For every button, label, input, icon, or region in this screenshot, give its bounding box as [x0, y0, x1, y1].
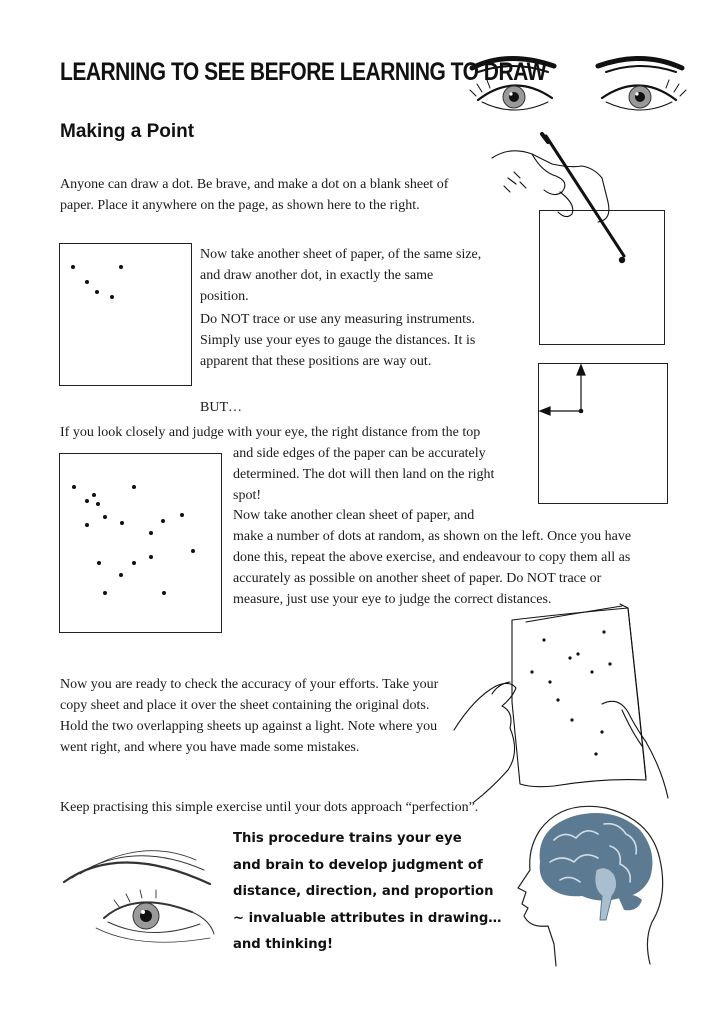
sheet-dot — [120, 521, 124, 525]
hand-drawing-illustration — [490, 132, 630, 266]
sheet-dot — [97, 561, 101, 565]
head-brain-illustration — [500, 800, 670, 970]
closing-line: ~ invaluable attributes in drawing… — [233, 910, 502, 926]
but-text: BUT… — [200, 400, 242, 415]
page-title: LEARNING TO SEE BEFORE LEARNING TO DRAW — [60, 58, 546, 86]
sheet-dot — [161, 519, 165, 523]
eyes-illustration — [468, 52, 688, 122]
judge-eye-rest: and side edges of the paper can be accurately determined. The dot will then land on the right spot! — [233, 446, 495, 503]
closing-line: and thinking! — [233, 937, 334, 952]
clean-sheet-lead: Now take another clean sheet of paper, and — [233, 508, 475, 523]
second-sheet-paragraph: Now take another sheet of paper, of the same size, and draw another dot, in exactly the same position. — [200, 247, 482, 304]
sheet-dot — [132, 485, 136, 489]
sheet-dot — [119, 573, 123, 577]
side-eye-illustration — [60, 838, 220, 952]
hands-holding-sheets-illustration — [452, 602, 672, 802]
sheet-dot — [191, 549, 195, 553]
intro-paragraph: Anyone can draw a dot. Be brave, and make a dot on a blank sheet of paper. Place it anywhere on the page, as shown here to the right. — [60, 177, 449, 213]
sheet-dot — [85, 280, 89, 284]
closing-statement — [233, 826, 501, 959]
sheet-dot — [85, 499, 89, 503]
closing-line: and brain to develop judgment of — [233, 857, 483, 873]
sheet-dot — [92, 493, 96, 497]
distance-arrows — [538, 363, 668, 503]
sheet-dot — [103, 515, 107, 519]
keep-practising-paragraph: Keep practising this simple exercise until your dots approach “perfection”. — [60, 800, 479, 815]
sheet-dot — [71, 265, 75, 269]
random-dots-sheet — [59, 453, 222, 633]
sheet-dot — [149, 555, 153, 559]
closing-line: This procedure trains your eye — [233, 831, 462, 846]
closing-line: distance, direction, and proportion — [233, 884, 494, 899]
sheet-dot — [180, 513, 184, 517]
check-accuracy-paragraph: Now you are ready to check the accuracy of your efforts. Take your copy sheet and place it over the sheet containing the original dots. Hold the two overlapping sheets up against a light. Note where you went right, and where you have made some mistakes. — [60, 677, 439, 755]
no-tracing-paragraph: Do NOT trace or use any measuring instruments. Simply use your eyes to gauge the distances. It is apparent that these positions are way out. — [200, 312, 476, 369]
sheet-dot — [95, 290, 99, 294]
sheet-dot — [110, 295, 114, 299]
judge-eye-line1: If you look closely and judge with your eye, the right distance from the top — [60, 425, 481, 440]
sheet-dot — [103, 591, 107, 595]
sheet-dot — [72, 485, 76, 489]
sheet-dot — [119, 265, 123, 269]
five-dot-sheet — [59, 243, 192, 386]
section-subtitle: Making a Point — [60, 121, 195, 142]
random-dots-paragraph: make a number of dots at random, as shown on the left. Once you have done this, repeat the above exercise, and endeavour to copy them all as accurately as possible on another sheet of paper. Do NOT trace or measure, just use your eye to judge the correct distances. — [233, 529, 632, 607]
sheet-dot — [132, 561, 136, 565]
sheet-dot — [96, 502, 100, 506]
sheet-dot — [162, 591, 166, 595]
sheet-dot — [85, 523, 89, 527]
sheet-dot — [149, 531, 153, 535]
